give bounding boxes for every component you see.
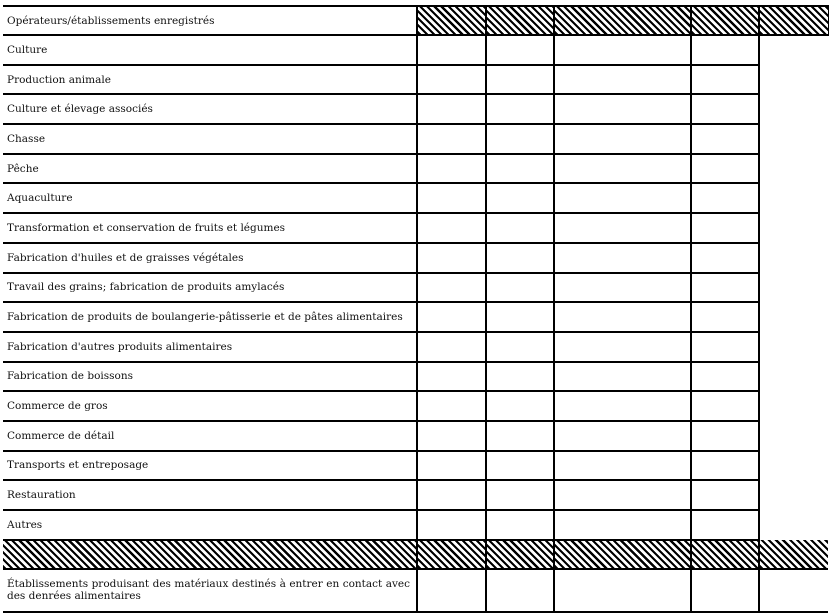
empty-cell bbox=[759, 421, 828, 451]
empty-cell bbox=[759, 243, 828, 273]
row-label-cell bbox=[3, 273, 417, 303]
hatched-cell bbox=[486, 540, 554, 569]
data-cell[interactable] bbox=[486, 154, 554, 184]
row-label-cell bbox=[3, 451, 417, 481]
data-cell[interactable] bbox=[417, 480, 486, 510]
data-cell[interactable] bbox=[554, 451, 691, 481]
table-row bbox=[3, 421, 828, 451]
table-header-row bbox=[3, 6, 828, 35]
table-row bbox=[3, 569, 828, 612]
row-label: Fabrication de boissons bbox=[7, 370, 133, 383]
row-label: Travail des grains; fabrication de produits amylacés bbox=[7, 281, 285, 294]
table-row bbox=[3, 35, 828, 65]
header-label: Opérateurs/établissements enregistrés bbox=[7, 14, 215, 27]
row-label-cell bbox=[3, 569, 417, 612]
hatched-cell bbox=[417, 540, 486, 569]
row-label: Aquaculture bbox=[7, 192, 73, 205]
row-label-cell bbox=[3, 510, 417, 540]
empty-cell bbox=[759, 94, 828, 124]
data-cell[interactable] bbox=[554, 273, 691, 303]
row-label: Production animale bbox=[7, 73, 111, 86]
row-label-cell bbox=[3, 332, 417, 362]
data-cell[interactable] bbox=[417, 510, 486, 540]
data-cell[interactable] bbox=[486, 391, 554, 421]
row-label: Fabrication de produits de boulangerie-pâtisserie et de pâtes alimentaires bbox=[7, 311, 403, 324]
empty-cell bbox=[759, 480, 828, 510]
data-cell[interactable] bbox=[417, 213, 486, 243]
data-cell[interactable] bbox=[417, 273, 486, 303]
table-row bbox=[3, 94, 828, 124]
data-cell[interactable] bbox=[691, 94, 759, 124]
data-cell[interactable] bbox=[417, 332, 486, 362]
empty-cell bbox=[759, 124, 828, 154]
data-cell[interactable] bbox=[486, 35, 554, 65]
empty-cell bbox=[759, 154, 828, 184]
row-label-cell bbox=[3, 213, 417, 243]
data-cell[interactable] bbox=[554, 302, 691, 332]
data-cell[interactable] bbox=[691, 35, 759, 65]
data-cell[interactable] bbox=[417, 391, 486, 421]
data-cell[interactable] bbox=[691, 421, 759, 451]
data-cell[interactable] bbox=[691, 480, 759, 510]
data-cell[interactable] bbox=[417, 302, 486, 332]
data-cell[interactable] bbox=[554, 569, 691, 612]
data-cell[interactable] bbox=[486, 302, 554, 332]
data-cell[interactable] bbox=[554, 213, 691, 243]
data-cell[interactable] bbox=[691, 124, 759, 154]
data-cell[interactable] bbox=[486, 569, 554, 612]
data-cell[interactable] bbox=[417, 569, 486, 612]
row-label: Commerce de gros bbox=[7, 400, 108, 413]
row-label: Pêche bbox=[7, 162, 39, 175]
hatched-cell bbox=[554, 540, 691, 569]
data-cell[interactable] bbox=[554, 243, 691, 273]
data-cell[interactable] bbox=[691, 302, 759, 332]
data-cell[interactable] bbox=[554, 332, 691, 362]
table-row bbox=[3, 213, 828, 243]
table-row bbox=[3, 154, 828, 184]
data-cell[interactable] bbox=[691, 154, 759, 184]
data-cell[interactable] bbox=[417, 362, 486, 392]
data-cell[interactable] bbox=[554, 480, 691, 510]
data-cell[interactable] bbox=[691, 569, 759, 612]
row-label: Restauration bbox=[7, 489, 76, 502]
data-cell[interactable] bbox=[691, 243, 759, 273]
table-row bbox=[3, 65, 828, 95]
data-cell[interactable] bbox=[417, 35, 486, 65]
table-row bbox=[3, 243, 828, 273]
data-cell[interactable] bbox=[417, 183, 486, 213]
row-label-cell bbox=[3, 124, 417, 154]
data-cell[interactable] bbox=[417, 421, 486, 451]
table-row bbox=[3, 183, 828, 213]
hatched-cell bbox=[417, 6, 486, 35]
empty-cell bbox=[759, 451, 828, 481]
data-cell[interactable] bbox=[691, 362, 759, 392]
row-label-cell bbox=[3, 154, 417, 184]
empty-cell bbox=[759, 302, 828, 332]
row-label: Transformation et conservation de fruits et légumes bbox=[7, 221, 286, 234]
empty-cell bbox=[759, 183, 828, 213]
data-cell[interactable] bbox=[417, 65, 486, 95]
row-label: Commerce de détail bbox=[7, 429, 115, 442]
empty-cell bbox=[759, 35, 828, 65]
data-cell[interactable] bbox=[417, 124, 486, 154]
data-cell[interactable] bbox=[486, 451, 554, 481]
data-cell[interactable] bbox=[417, 154, 486, 184]
data-cell[interactable] bbox=[691, 510, 759, 540]
hatched-cell bbox=[759, 6, 828, 35]
hatched-cell bbox=[3, 540, 417, 569]
data-cell[interactable] bbox=[554, 391, 691, 421]
data-cell[interactable] bbox=[417, 94, 486, 124]
data-cell[interactable] bbox=[486, 65, 554, 95]
data-cell[interactable] bbox=[691, 391, 759, 421]
data-cell[interactable] bbox=[759, 569, 828, 612]
table-row bbox=[3, 124, 828, 154]
data-cell[interactable] bbox=[417, 243, 486, 273]
data-cell[interactable] bbox=[691, 183, 759, 213]
data-cell[interactable] bbox=[554, 65, 691, 95]
row-label: Autres bbox=[7, 518, 43, 531]
empty-cell bbox=[759, 213, 828, 243]
hatched-cell bbox=[486, 6, 554, 35]
data-cell[interactable] bbox=[554, 183, 691, 213]
row-label: Établissements produisant des matériaux destinés à entrer en contact avec des denrées alimentaires bbox=[7, 578, 410, 603]
data-cell[interactable] bbox=[486, 421, 554, 451]
row-label-cell bbox=[3, 302, 417, 332]
registered-operators-table bbox=[3, 5, 829, 613]
data-cell[interactable] bbox=[554, 94, 691, 124]
empty-cell bbox=[759, 332, 828, 362]
data-cell[interactable] bbox=[486, 510, 554, 540]
empty-cell bbox=[759, 510, 828, 540]
data-cell[interactable] bbox=[486, 273, 554, 303]
table-row bbox=[3, 302, 828, 332]
hatched-cell bbox=[554, 6, 691, 35]
table-row bbox=[3, 480, 828, 510]
hatched-cell bbox=[759, 540, 828, 569]
data-cell[interactable] bbox=[417, 451, 486, 481]
data-cell[interactable] bbox=[554, 421, 691, 451]
data-cell[interactable] bbox=[554, 362, 691, 392]
row-label-cell bbox=[3, 94, 417, 124]
data-cell[interactable] bbox=[486, 94, 554, 124]
row-label-cell bbox=[3, 243, 417, 273]
data-cell[interactable] bbox=[691, 451, 759, 481]
hatched-separator-row bbox=[3, 540, 828, 569]
row-label: Transports et entreposage bbox=[7, 459, 149, 472]
table-row bbox=[3, 510, 828, 540]
row-label-cell bbox=[3, 35, 417, 65]
row-label-cell bbox=[3, 391, 417, 421]
data-cell[interactable] bbox=[486, 332, 554, 362]
table-row bbox=[3, 451, 828, 481]
data-cell[interactable] bbox=[486, 243, 554, 273]
row-label-cell bbox=[3, 183, 417, 213]
data-cell[interactable] bbox=[691, 65, 759, 95]
table-row bbox=[3, 391, 828, 421]
data-cell[interactable] bbox=[554, 154, 691, 184]
header-label-cell bbox=[3, 6, 417, 35]
table-row bbox=[3, 332, 828, 362]
empty-cell bbox=[759, 362, 828, 392]
data-cell[interactable] bbox=[486, 183, 554, 213]
data-cell[interactable] bbox=[486, 213, 554, 243]
hatched-cell bbox=[691, 540, 759, 569]
table-row bbox=[3, 273, 828, 303]
data-cell[interactable] bbox=[691, 213, 759, 243]
hatched-cell bbox=[691, 6, 759, 35]
row-label-cell bbox=[3, 65, 417, 95]
data-cell[interactable] bbox=[554, 35, 691, 65]
row-label: Culture et élevage associés bbox=[7, 103, 153, 116]
table-row bbox=[3, 362, 828, 392]
row-label: Chasse bbox=[7, 132, 46, 145]
row-label-cell bbox=[3, 480, 417, 510]
row-label: Culture bbox=[7, 43, 48, 56]
row-label-cell bbox=[3, 362, 417, 392]
data-cell[interactable] bbox=[486, 124, 554, 154]
data-cell[interactable] bbox=[486, 362, 554, 392]
row-label: Fabrication d'autres produits alimentaires bbox=[7, 340, 233, 353]
empty-cell bbox=[759, 391, 828, 421]
data-cell[interactable] bbox=[691, 273, 759, 303]
data-cell[interactable] bbox=[486, 480, 554, 510]
empty-cell bbox=[759, 65, 828, 95]
data-cell[interactable] bbox=[691, 332, 759, 362]
row-label-cell bbox=[3, 421, 417, 451]
empty-cell bbox=[759, 273, 828, 303]
row-label: Fabrication d'huiles et de graisses végétales bbox=[7, 251, 244, 264]
data-cell[interactable] bbox=[554, 510, 691, 540]
data-cell[interactable] bbox=[554, 124, 691, 154]
